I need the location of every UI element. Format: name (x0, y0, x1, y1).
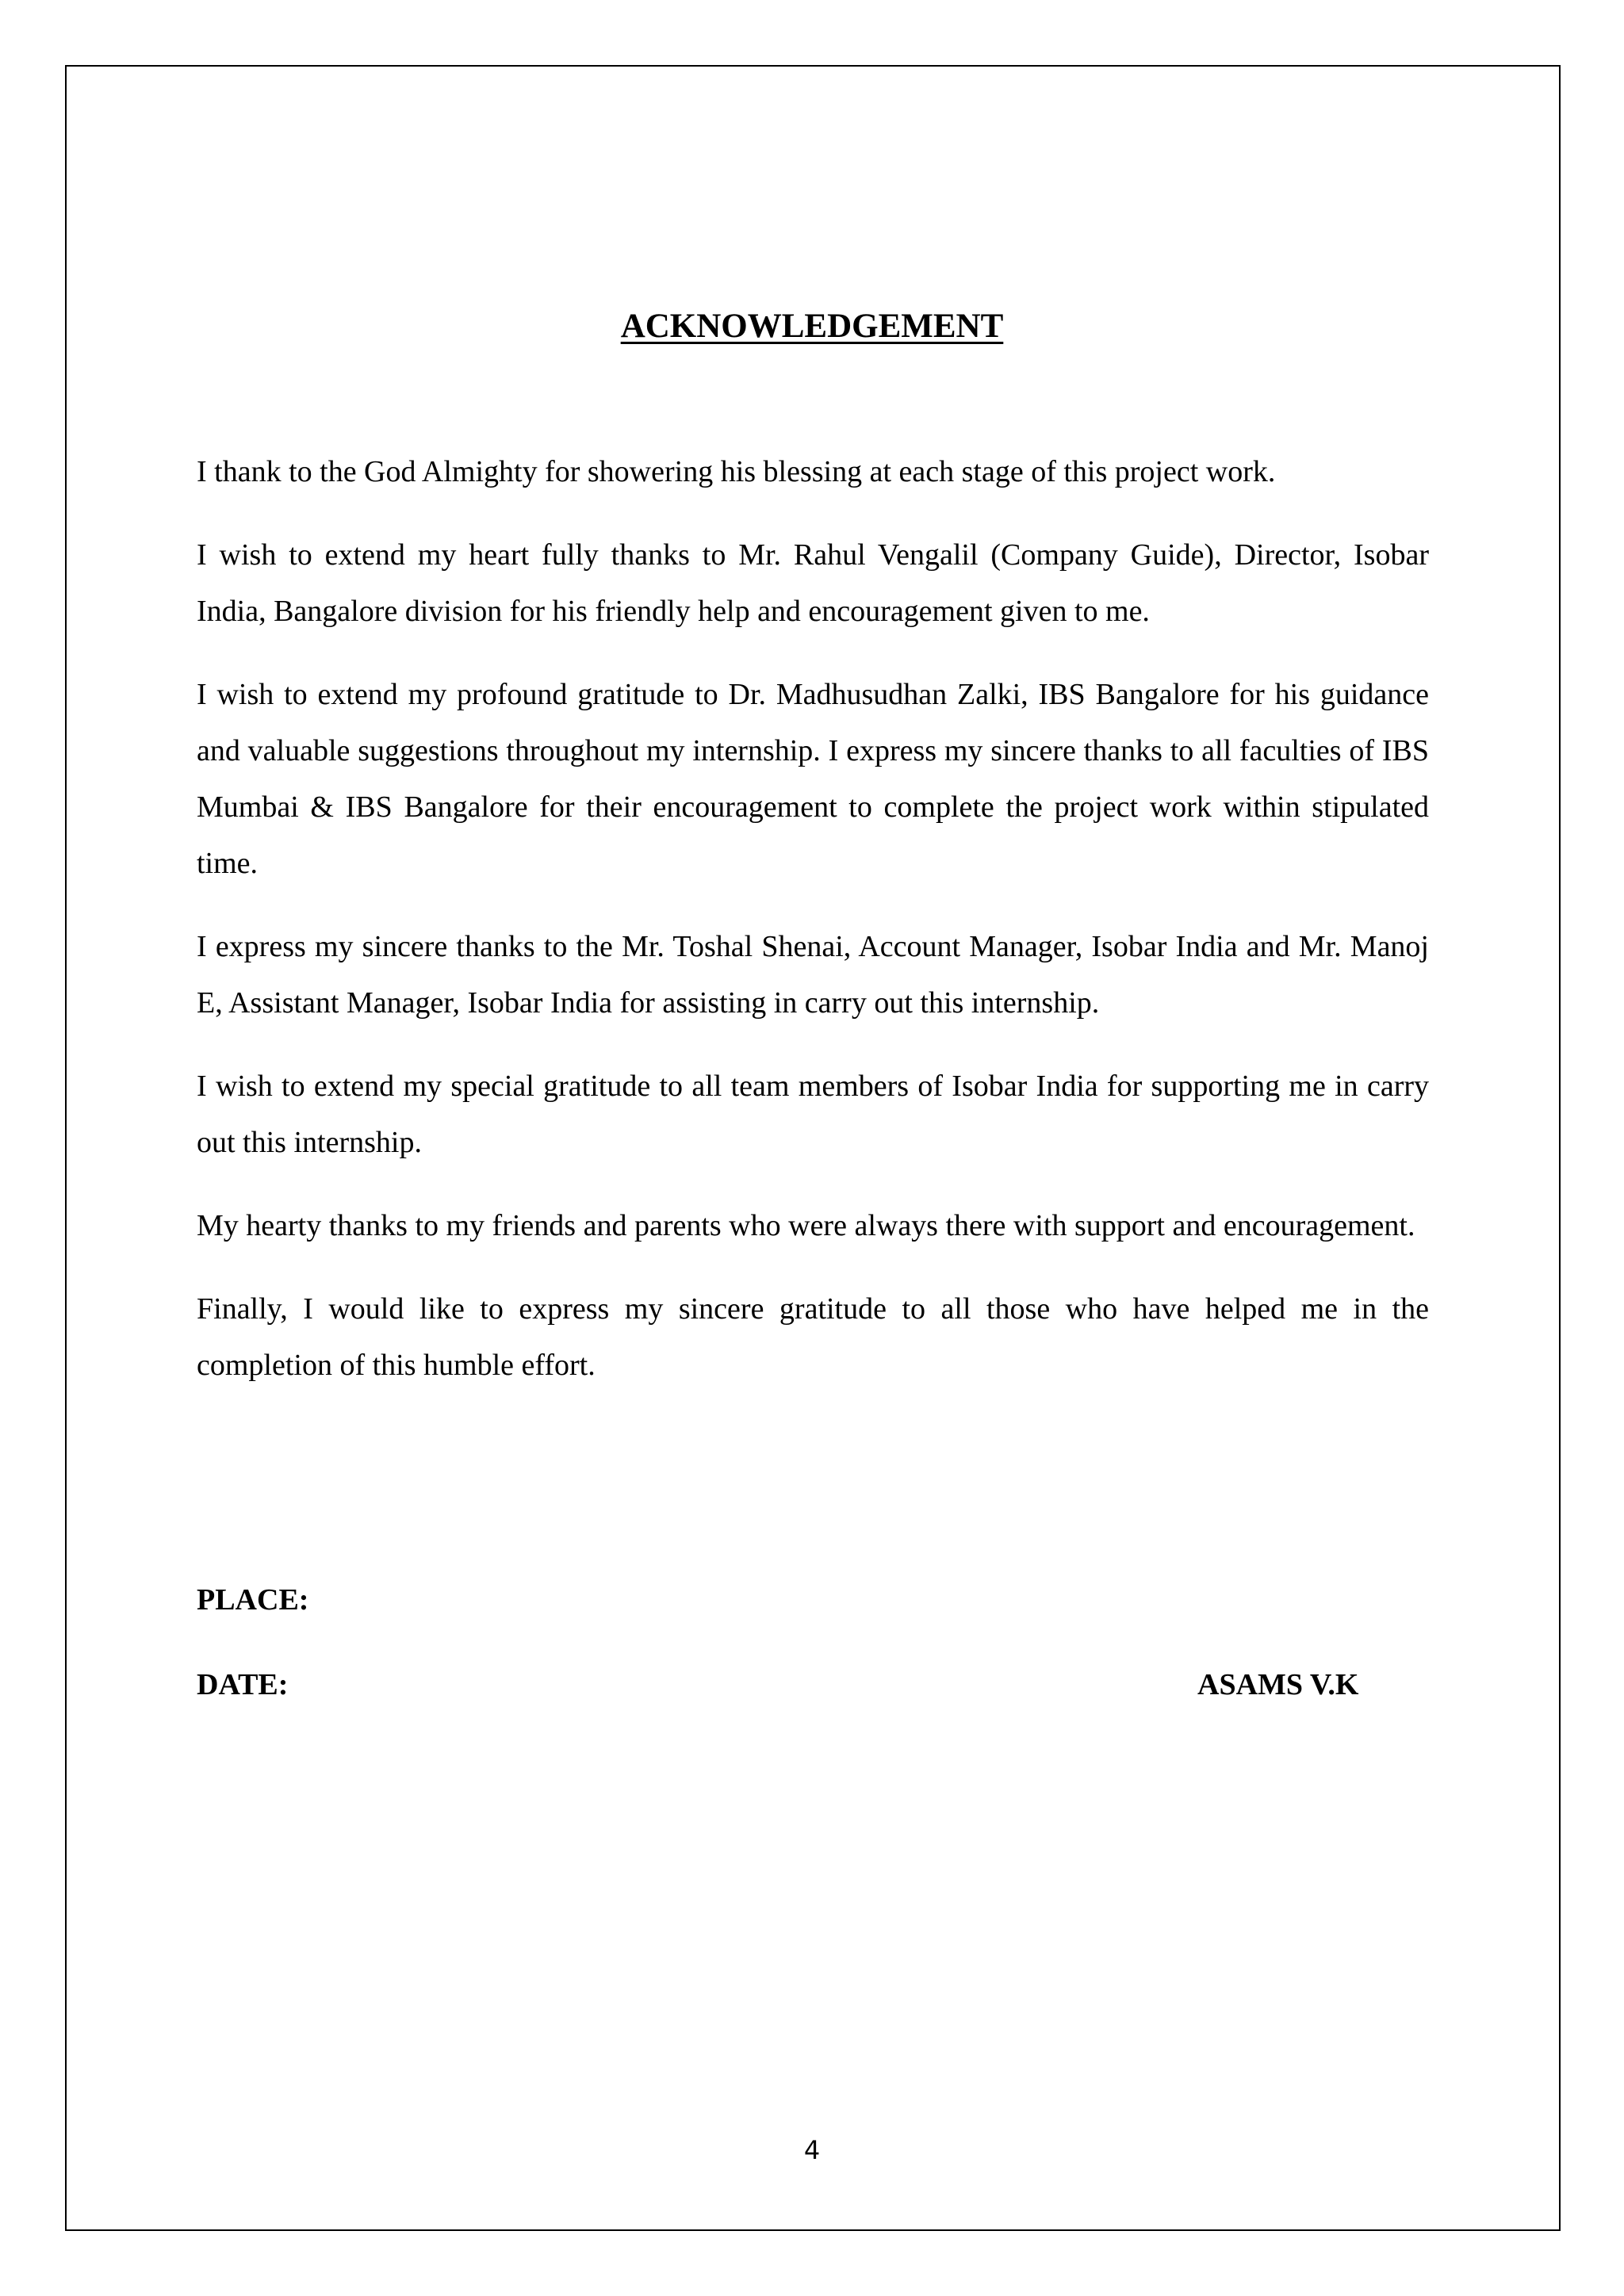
author-name: ASAMS V.K (1197, 1668, 1359, 1701)
paragraph: I thank to the God Almighty for showering his blessing at each stage of this project work. (197, 455, 1276, 488)
paragraph: My hearty thanks to my friends and parents who were always there with support and encouragement. (197, 1209, 1415, 1242)
paragraph: I wish to extend my special gratitude to all team members of Isobar India for supporting me in carry out this internship. (197, 1070, 1429, 1159)
paragraph: I wish to extend my heart fully thanks to Mr. Rahul Vengalil (Company Guide), Director, Isobar India, Bangalore division for his friendly help and encouragement given to me. (197, 538, 1429, 628)
paragraph: I express my sincere thanks to the Mr. Toshal Shenai, Account Manager, Isobar India and Mr. Manoj E, Assistant Manager, Isobar India for assisting in carry out this internship. (197, 930, 1429, 1020)
page-title (0, 306, 1624, 347)
paragraph: I wish to extend my profound gratitude to Dr. Madhusudhan Zalki, IBS Bangalore for his guidance and valuable suggestions throughout my internship. I express my sincere thanks to all faculties of IBS Mumbai & IBS Bangalore for their encouragement to complete the project work within stipulated time. (197, 678, 1429, 880)
acknowledgement-body (197, 444, 1429, 1421)
place-label: PLACE: (197, 1583, 309, 1617)
date-label: DATE: (197, 1668, 289, 1701)
page-number: 4 (803, 2135, 821, 2165)
page-title-text: ACKNOWLEDGEMENT (620, 308, 1004, 345)
paragraph: Finally, I would like to express my sincere gratitude to all those who have helped me in the completion of this humble effort. (197, 1292, 1429, 1382)
